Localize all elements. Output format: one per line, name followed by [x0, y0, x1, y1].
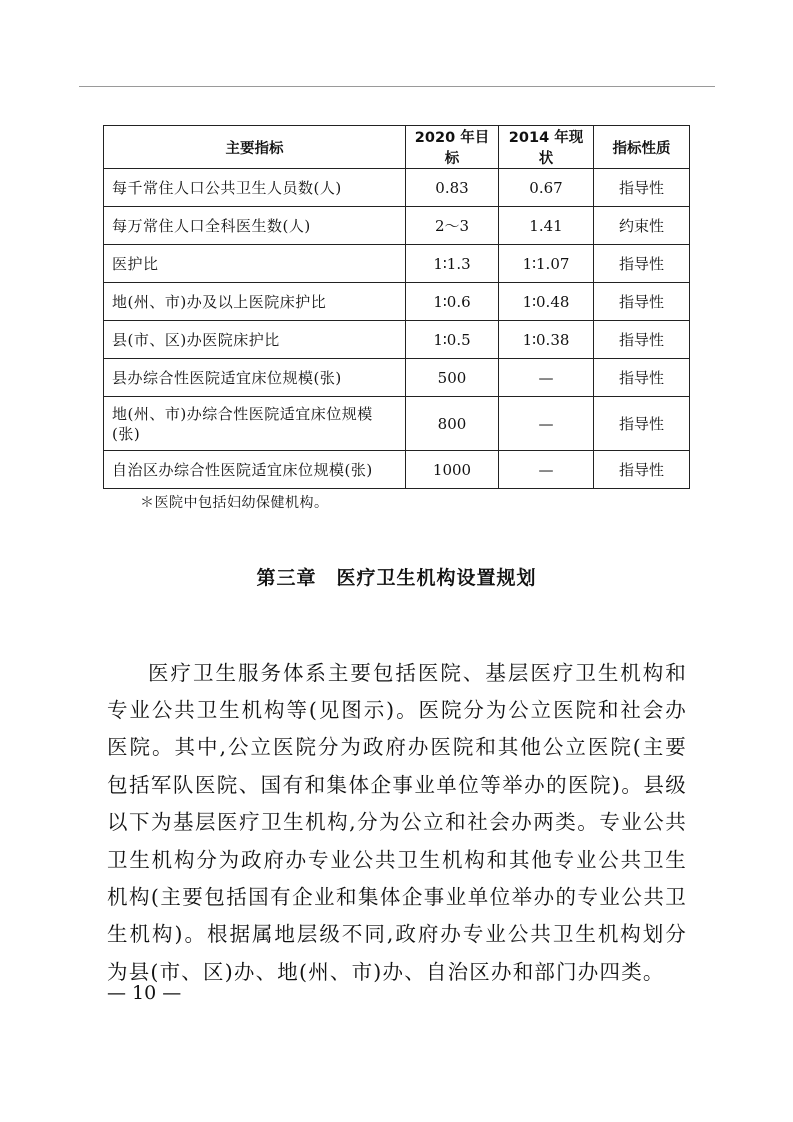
page-number: — 10 — — [107, 982, 182, 1004]
indicator-cell: 每千常住人口公共卫生人员数(人) — [104, 169, 406, 207]
nature-cell: 指导性 — [594, 169, 690, 207]
status-cell: — — [499, 359, 594, 397]
status-cell: — — [499, 451, 594, 489]
table-row — [104, 359, 690, 397]
nature-cell: 指导性 — [594, 397, 690, 451]
indicator-cell: 县(市、区)办医院床护比 — [104, 321, 406, 359]
table-row — [104, 397, 690, 451]
target-cell: 800 — [406, 397, 499, 451]
chapter-title: 第三章 医疗卫生机构设置规划 — [256, 567, 537, 589]
nature-cell: 指导性 — [594, 283, 690, 321]
indicator-cell: 医护比 — [104, 245, 406, 283]
header-nature: 指标性质 — [594, 126, 690, 169]
status-cell: — — [499, 397, 594, 451]
nature-cell: 指导性 — [594, 451, 690, 489]
status-cell: 1∶0.48 — [499, 283, 594, 321]
table-row — [104, 169, 690, 207]
status-cell: 1∶0.38 — [499, 321, 594, 359]
header-indicator: 主要指标 — [104, 126, 406, 169]
status-cell: 1.41 — [499, 207, 594, 245]
header-rule — [79, 86, 715, 87]
nature-cell: 约束性 — [594, 207, 690, 245]
target-cell: 2～3 — [406, 207, 499, 245]
header-target-2020: 2020 年目标 — [406, 126, 499, 169]
target-cell: 1∶0.6 — [406, 283, 499, 321]
target-cell: 1000 — [406, 451, 499, 489]
indicator-cell: 地(州、市)办及以上医院床护比 — [104, 283, 406, 321]
status-cell: 1∶1.07 — [499, 245, 594, 283]
indicator-cell: 地(州、市)办综合性医院适宜床位规模(张) — [104, 397, 406, 451]
nature-cell: 指导性 — [594, 245, 690, 283]
nature-cell: 指导性 — [594, 321, 690, 359]
target-cell: 1∶0.5 — [406, 321, 499, 359]
status-cell: 0.67 — [499, 169, 594, 207]
indicator-cell: 每万常住人口全科医生数(人) — [104, 207, 406, 245]
target-cell: 0.83 — [406, 169, 499, 207]
nature-cell: 指导性 — [594, 359, 690, 397]
indicator-cell: 县办综合性医院适宜床位规模(张) — [104, 359, 406, 397]
header-status-2014: 2014 年现状 — [499, 126, 594, 169]
target-cell: 1∶1.3 — [406, 245, 499, 283]
table-row — [104, 321, 690, 359]
table-row — [104, 207, 690, 245]
table-header-row — [104, 126, 690, 169]
body-paragraph: 医疗卫生服务体系主要包括医院、基层医疗卫生机构和专业公共卫生机构等(见图示)。医院分为公立医院和社会办医院。其中,公立医院分为政府办医院和其他公立医院(主要包括军队医院、国有和集体企事业单位等举办的医院)。县级以下为基层医疗卫生机构,分为公立和社会办两类。专业公共卫生机构分为政府办专业公共卫生机构和其他专业公共卫生机构(主要包括国有企业和集体企事业单位举办的专业公共卫生机构)。根据属地层级不同,政府办专业公共卫生机构划分为县(市、区)办、地(州、市)办、自治区办和部门办四类。 — [107, 660, 687, 984]
target-cell: 500 — [406, 359, 499, 397]
indicators-table — [103, 125, 690, 489]
table-row — [104, 451, 690, 489]
table-row — [104, 245, 690, 283]
table-footnote: ＊医院中包括妇幼保健机构。 — [140, 495, 329, 511]
table-row — [104, 283, 690, 321]
indicator-cell: 自治区办综合性医院适宜床位规模(张) — [104, 451, 406, 489]
